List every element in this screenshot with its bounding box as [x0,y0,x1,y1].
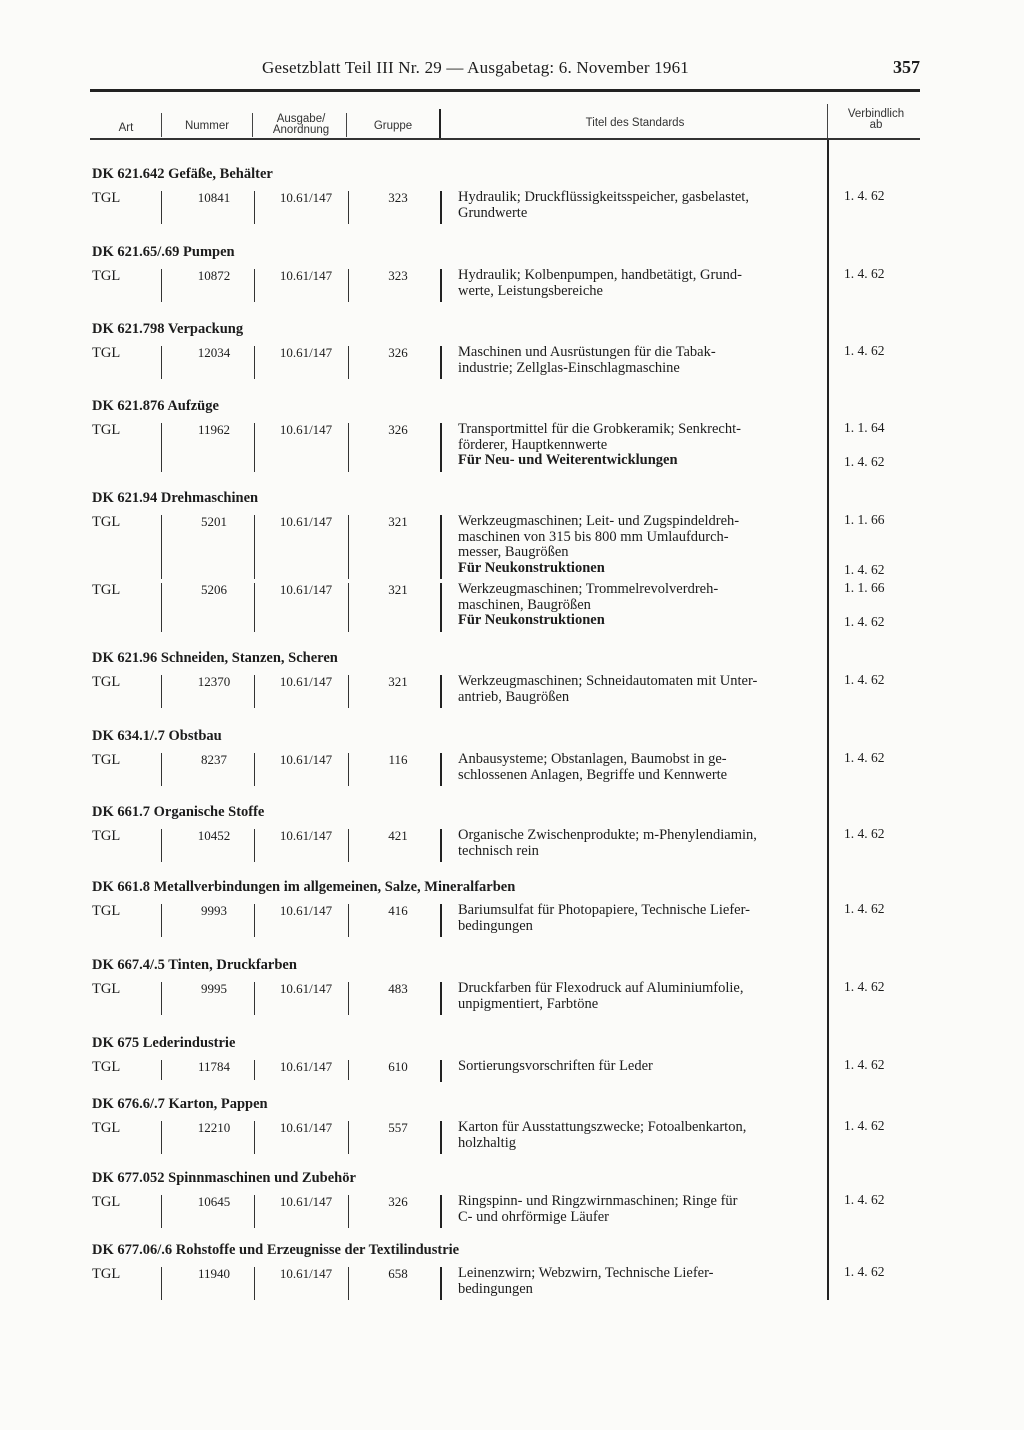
row-title [458,1120,828,1151]
col-header-art: Art [118,122,134,134]
row-date: 1. 1. 66 [844,512,885,527]
row-art: TGL [92,514,121,530]
page-number: 357 [893,57,920,77]
row-nummer: 10645 [197,1194,231,1209]
row-nummer: 10872 [197,268,231,283]
row-title-line: Karton für Ausstattungszwecke; Fotoalbenkarton, [458,1119,747,1135]
row-divider [348,423,349,472]
row-ausgabe: 10.61/147 [279,422,333,437]
row-divider [348,346,349,379]
section-heading: DK 676.6/.7 Karton, Pappen [92,1096,268,1112]
row-date: 1. 4. 62 [844,454,885,469]
col-header-gruppe: Gruppe [373,120,413,132]
row-art: TGL [92,190,121,206]
row-divider [161,191,162,224]
row-divider [254,753,255,786]
row-ausgabe: 10.61/147 [279,514,333,529]
row-nummer: 12210 [197,1120,231,1135]
row-divider [440,1121,442,1154]
row-divider [440,191,442,224]
row-title-line: Grundwerte [458,204,528,221]
row-gruppe: 323 [388,268,408,283]
row-ausgabe: 10.61/147 [279,752,333,767]
row-nummer: 11962 [197,422,231,437]
row-title-line: unpigmentiert, Farbtöne [458,995,599,1012]
col-header-ausgabe [258,114,344,136]
row-divider [161,583,162,632]
row-divider [254,269,255,302]
row-divider [254,191,255,224]
row-date: 1. 4. 62 [844,826,885,841]
row-art: TGL [92,828,121,844]
row-date: 1. 4. 62 [844,1118,885,1133]
row-nummer: 12034 [197,345,231,360]
col-header-nummer: Nummer [184,120,230,132]
col-divider [252,113,253,137]
row-divider [254,675,255,708]
row-art: TGL [92,345,121,361]
row-ausgabe: 10.61/147 [279,1059,333,1074]
row-art: TGL [92,1266,121,1282]
row-title-line: Werkzeugmaschinen; Schneidautomaten mit Unter- [458,673,758,689]
row-nummer: 9995 [201,981,227,996]
section-heading: DK 621.65/.69 Pumpen [92,244,235,260]
row-divider [348,583,349,632]
row-title [458,514,828,576]
row-ausgabe: 10.61/147 [279,1266,333,1281]
row-divider [254,1195,255,1228]
section-heading: DK 621.876 Aufzüge [92,398,219,414]
row-title-note: Für Neu- und Weiterentwicklungen [458,452,678,468]
section-heading: DK 661.7 Organische Stoffe [92,804,265,820]
section-heading: DK 667.4/.5 Tinten, Druckfarben [92,957,297,973]
row-gruppe: 321 [388,582,408,597]
row-divider [348,675,349,708]
row-gruppe: 658 [388,1266,408,1281]
row-divider [440,583,442,632]
row-ausgabe: 10.61/147 [279,903,333,918]
row-gruppe: 321 [388,514,408,529]
section-heading: DK 675 Lederindustrie [92,1035,236,1051]
row-divider [161,753,162,786]
row-nummer: 8237 [201,752,227,767]
col-divider [439,109,441,139]
row-date: 1. 4. 62 [844,1192,885,1207]
row-date: 1. 4. 62 [844,343,885,358]
col-divider [346,113,347,137]
row-gruppe: 421 [388,828,408,843]
row-divider [440,829,442,862]
row-nummer: 11784 [197,1059,231,1074]
row-ausgabe: 10.61/147 [279,1120,333,1135]
row-title-line: bedingungen [458,1280,533,1297]
row-gruppe: 323 [388,190,408,205]
row-divider [254,346,255,379]
row-nummer: 10841 [197,190,231,205]
row-title-line: technisch rein [458,842,539,859]
row-art: TGL [92,1059,121,1075]
row-title-line: Werkzeugmaschinen; Leit- und Zugspindeldreh- [458,513,740,529]
row-divider [161,1267,162,1300]
row-date: 1. 4. 62 [844,188,885,203]
row-title-line: Transportmittel für die Grobkeramik; Senkrecht- [458,421,741,437]
row-date: 1. 4. 62 [844,901,885,916]
row-date: 1. 4. 62 [844,614,885,629]
row-divider [440,753,442,786]
row-gruppe: 326 [388,1194,408,1209]
row-art: TGL [92,422,121,438]
page-title: Gesetzblatt Teil III Nr. 29 — Ausgabetag: 6. November 1961 [262,58,689,77]
row-divider [348,904,349,937]
header-rule [90,89,920,92]
row-title-line: industrie; Zellglas-Einschlagmaschine [458,359,680,376]
row-divider [440,1060,442,1082]
section-heading: DK 621.642 Gefäße, Behälter [92,166,273,182]
section-heading: DK 677.06/.6 Rohstoffe und Erzeugnisse der Textilindustrie [92,1242,460,1258]
row-title-line: Druckfarben für Flexodruck auf Aluminiumfolie, [458,980,744,996]
row-title [458,268,828,299]
row-divider [254,1060,255,1080]
row-gruppe: 321 [388,674,408,689]
row-title-line: werte, Leistungsbereiche [458,282,603,299]
section-heading: DK 677.052 Spinnmaschinen und Zubehör [92,1170,356,1186]
row-date: 1. 1. 66 [844,580,885,595]
row-divider [440,1195,442,1228]
row-title [458,674,828,705]
row-art: TGL [92,981,121,997]
row-divider [348,515,349,579]
row-title [458,422,828,469]
row-nummer: 9993 [201,903,227,918]
row-gruppe: 610 [388,1059,408,1074]
col-header-verbindlich-line1: Verbindlich [847,108,905,120]
row-title-line: förderer, Hauptkennwerte [458,436,608,453]
col-header-verbindlich-line2: ab [869,119,883,131]
row-ausgabe: 10.61/147 [279,582,333,597]
col-header-verbindlich [834,109,918,131]
row-divider [348,1060,349,1080]
row-divider [348,191,349,224]
col-header-ausgabe-line2: Anordnung [272,124,330,136]
row-title [458,190,828,221]
row-date: 1. 4. 62 [844,750,885,765]
row-title-line: Organische Zwischenprodukte; m-Phenylendiamin, [458,827,757,843]
row-divider [161,982,162,1015]
row-divider [161,829,162,862]
section-heading: DK 634.1/.7 Obstbau [92,728,222,744]
row-divider [440,269,442,302]
row-date: 1. 4. 62 [844,1264,885,1279]
row-divider [254,982,255,1015]
row-ausgabe: 10.61/147 [279,345,333,360]
row-art: TGL [92,903,121,919]
row-nummer: 11940 [197,1266,231,1281]
row-art: TGL [92,1194,121,1210]
row-title-line: Ringspinn- und Ringzwirnmaschinen; Ringe für [458,1193,738,1209]
row-divider [161,1121,162,1154]
row-divider [440,423,442,472]
row-title-line: messer, Baugrößen [458,544,569,560]
row-divider [348,829,349,862]
row-art: TGL [92,268,121,284]
row-divider [348,1267,349,1300]
row-title-line: antrieb, Baugrößen [458,688,570,705]
row-date: 1. 4. 62 [844,1057,885,1072]
row-title [458,981,828,1012]
row-divider [254,829,255,862]
row-title-line: maschinen, Baugrößen [458,596,591,613]
row-art: TGL [92,752,121,768]
row-divider [440,904,442,937]
row-divider [348,1195,349,1228]
row-date: 1. 4. 62 [844,266,885,281]
row-divider [440,346,442,379]
row-divider [348,269,349,302]
row-gruppe: 116 [388,752,408,767]
row-divider [440,982,442,1015]
row-ausgabe: 10.61/147 [279,828,333,843]
row-divider [161,1195,162,1228]
row-divider [440,675,442,708]
row-nummer: 5201 [201,514,227,529]
row-date: 1. 4. 62 [844,561,885,577]
row-title-note: Für Neukonstruktionen [458,559,605,576]
row-divider [440,1267,442,1300]
row-divider [161,515,162,579]
row-title [458,1194,828,1225]
row-title [458,903,828,934]
row-title-line: Werkzeugmaschinen; Trommelrevolverdreh- [458,581,719,597]
section-heading: DK 621.94 Drehmaschinen [92,490,259,506]
row-date: 1. 1. 64 [844,420,885,435]
row-art: TGL [92,674,121,690]
col-header-titel: Titel des Standards [585,117,685,129]
section-heading: DK 621.798 Verpackung [92,321,244,337]
row-nummer: 12370 [197,674,231,689]
row-title-note: Für Neukonstruktionen [458,612,605,628]
row-title [458,828,828,859]
row-title [458,1059,828,1075]
row-divider [348,982,349,1015]
row-divider [161,269,162,302]
row-title-line: bedingungen [458,917,533,934]
row-divider [254,423,255,472]
row-divider [348,753,349,786]
row-title-line: Anbausysteme; Obstanlagen, Baumobst in ge- [458,751,727,767]
row-title-line: Leinenzwirn; Webzwirn, Technische Liefer- [458,1265,714,1281]
row-art: TGL [92,582,121,598]
row-date: 1. 4. 62 [844,672,885,687]
row-title-line: holzhaltig [458,1134,516,1151]
row-title [458,1266,828,1297]
row-nummer: 10452 [197,828,231,843]
row-date: 1. 4. 62 [844,979,885,994]
row-ausgabe: 10.61/147 [279,190,333,205]
row-divider [161,423,162,472]
row-title-line: Bariumsulfat für Photopapiere, Technische Liefer- [458,902,750,918]
row-divider [254,1267,255,1300]
col-header-ausgabe-line1: Ausgabe/ [276,113,326,125]
row-title-line: Hydraulik; Kolbenpumpen, handbetätigt, Grund- [458,267,742,283]
row-title-line: C- und ohrförmige Läufer [458,1208,609,1225]
row-title-line: maschinen von 315 bis 800 mm Umlaufdurch- [458,528,729,545]
row-nummer: 5206 [201,582,227,597]
row-divider [254,1121,255,1154]
row-title [458,582,828,629]
row-gruppe: 416 [388,903,408,918]
row-title-line: Maschinen und Ausrüstungen für die Tabak- [458,344,716,360]
col-divider [827,104,828,138]
row-divider [161,346,162,379]
col-divider [161,113,162,137]
row-title-line: schlossenen Anlagen, Begriffe und Kennwerte [458,766,728,783]
row-ausgabe: 10.61/147 [279,674,333,689]
row-title [458,345,828,376]
row-divider [440,515,442,579]
row-ausgabe: 10.61/147 [279,1194,333,1209]
row-gruppe: 483 [388,981,408,996]
row-divider [254,904,255,937]
row-art: TGL [92,1120,121,1136]
row-ausgabe: 10.61/147 [279,981,333,996]
row-title-line: Hydraulik; Druckflüssigkeitsspeicher, gasbelastet, [458,189,749,205]
section-heading: DK 661.8 Metallverbindungen im allgemeinen, Salze, Mineralfarben [92,879,516,895]
row-divider [254,583,255,632]
row-gruppe: 326 [388,422,408,437]
table-header-rule [90,138,920,140]
row-title-line: Sortierungsvorschriften für Leder [458,1058,653,1074]
row-divider [254,515,255,579]
row-ausgabe: 10.61/147 [279,268,333,283]
row-divider [161,675,162,708]
row-gruppe: 557 [388,1120,408,1135]
row-divider [161,904,162,937]
row-divider [161,1060,162,1080]
row-title [458,752,828,783]
row-divider [348,1121,349,1154]
row-gruppe: 326 [388,345,408,360]
section-heading: DK 621.96 Schneiden, Stanzen, Scheren [92,650,338,666]
